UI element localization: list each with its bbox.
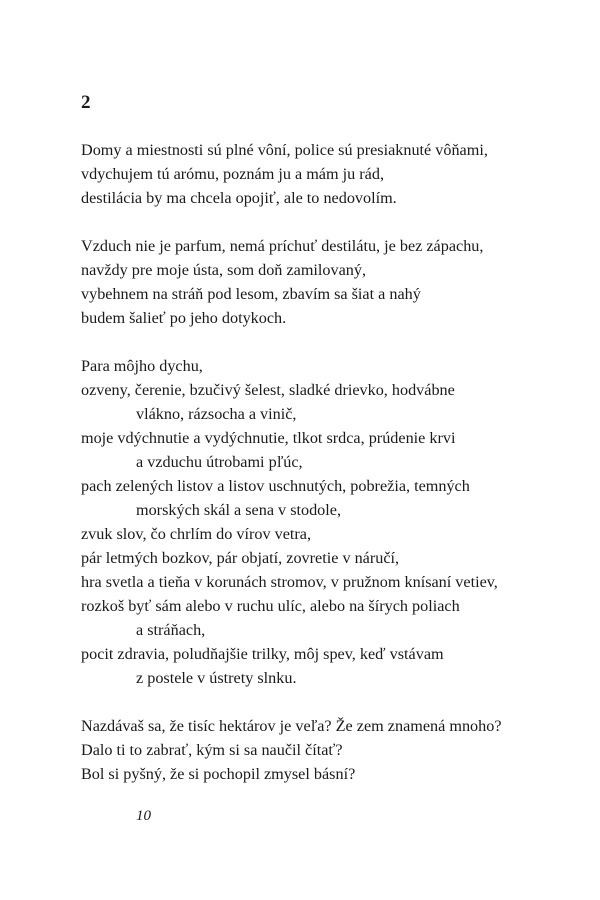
poem-line: vybehnem na stráň pod lesom, zbavím sa šiat a nahý xyxy=(81,285,421,303)
poem-line-continuation: a stráňach, xyxy=(136,621,206,639)
poem-line: pocit zdravia, poludňajšie trilky, môj spev, keď vstávam xyxy=(81,645,444,663)
stanza-3 xyxy=(81,354,581,690)
poem-line-continuation: z postele v ústrety slnku. xyxy=(136,669,297,687)
poem-line: destilácia by ma chcela opojiť, ale to nedovolím. xyxy=(81,189,397,207)
poem-line: budem šalieť po jeho dotykoch. xyxy=(81,309,287,327)
poem-line-continuation: vlákno, rázsocha a vinič, xyxy=(136,405,297,423)
page-number: 10 xyxy=(136,808,151,824)
stanza-1 xyxy=(81,138,581,210)
poem-line: ozveny, čerenie, bzučivý šelest, sladké drievko, hodvábne xyxy=(81,381,455,399)
poem-line: hra svetla a tieňa v korunách stromov, v pružnom knísaní vetiev, xyxy=(81,573,498,591)
stanza-4 xyxy=(81,714,581,786)
poem-line: Bol si pyšný, že si pochopil zmysel básní? xyxy=(81,765,356,783)
poem-line: Para môjho dychu, xyxy=(81,357,203,375)
poem-line: vdychujem tú arómu, poznám ju a mám ju rád, xyxy=(81,165,384,183)
section-number: 2 xyxy=(81,92,91,113)
poem-line: rozkoš byť sám alebo v ruchu ulíc, alebo na šírych poliach xyxy=(81,597,460,615)
poem-line: zvuk slov, čo chrlím do vírov vetra, xyxy=(81,525,312,543)
poem-line: Nazdávaš sa, že tisíc hektárov je veľa? Že zem znamená mnoho? xyxy=(81,717,502,735)
poem-body xyxy=(81,138,581,810)
poem-line-continuation: morských skál a sena v stodole, xyxy=(136,501,341,519)
poem-line: Domy a miestnosti sú plné vôní, police sú presiaknuté vôňami, xyxy=(81,141,488,159)
poem-line: Dalo ti to zabrať, kým si sa naučil čítať? xyxy=(81,741,343,759)
poem-line: pach zelených listov a listov uschnutých, pobrežia, temných xyxy=(81,477,470,495)
poem-line: navždy pre moje ústa, som doň zamilovaný, xyxy=(81,261,367,279)
poem-line: moje vdýchnutie a vydýchnutie, tlkot srdca, prúdenie krvi xyxy=(81,429,456,447)
stanza-2 xyxy=(81,234,581,330)
poem-line: pár letmých bozkov, pár objatí, zovretie v náručí, xyxy=(81,549,400,567)
poem-line: Vzduch nie je parfum, nemá príchuť destilátu, je bez zápachu, xyxy=(81,237,484,255)
poem-line-continuation: a vzduchu útrobami pľúc, xyxy=(136,453,303,471)
